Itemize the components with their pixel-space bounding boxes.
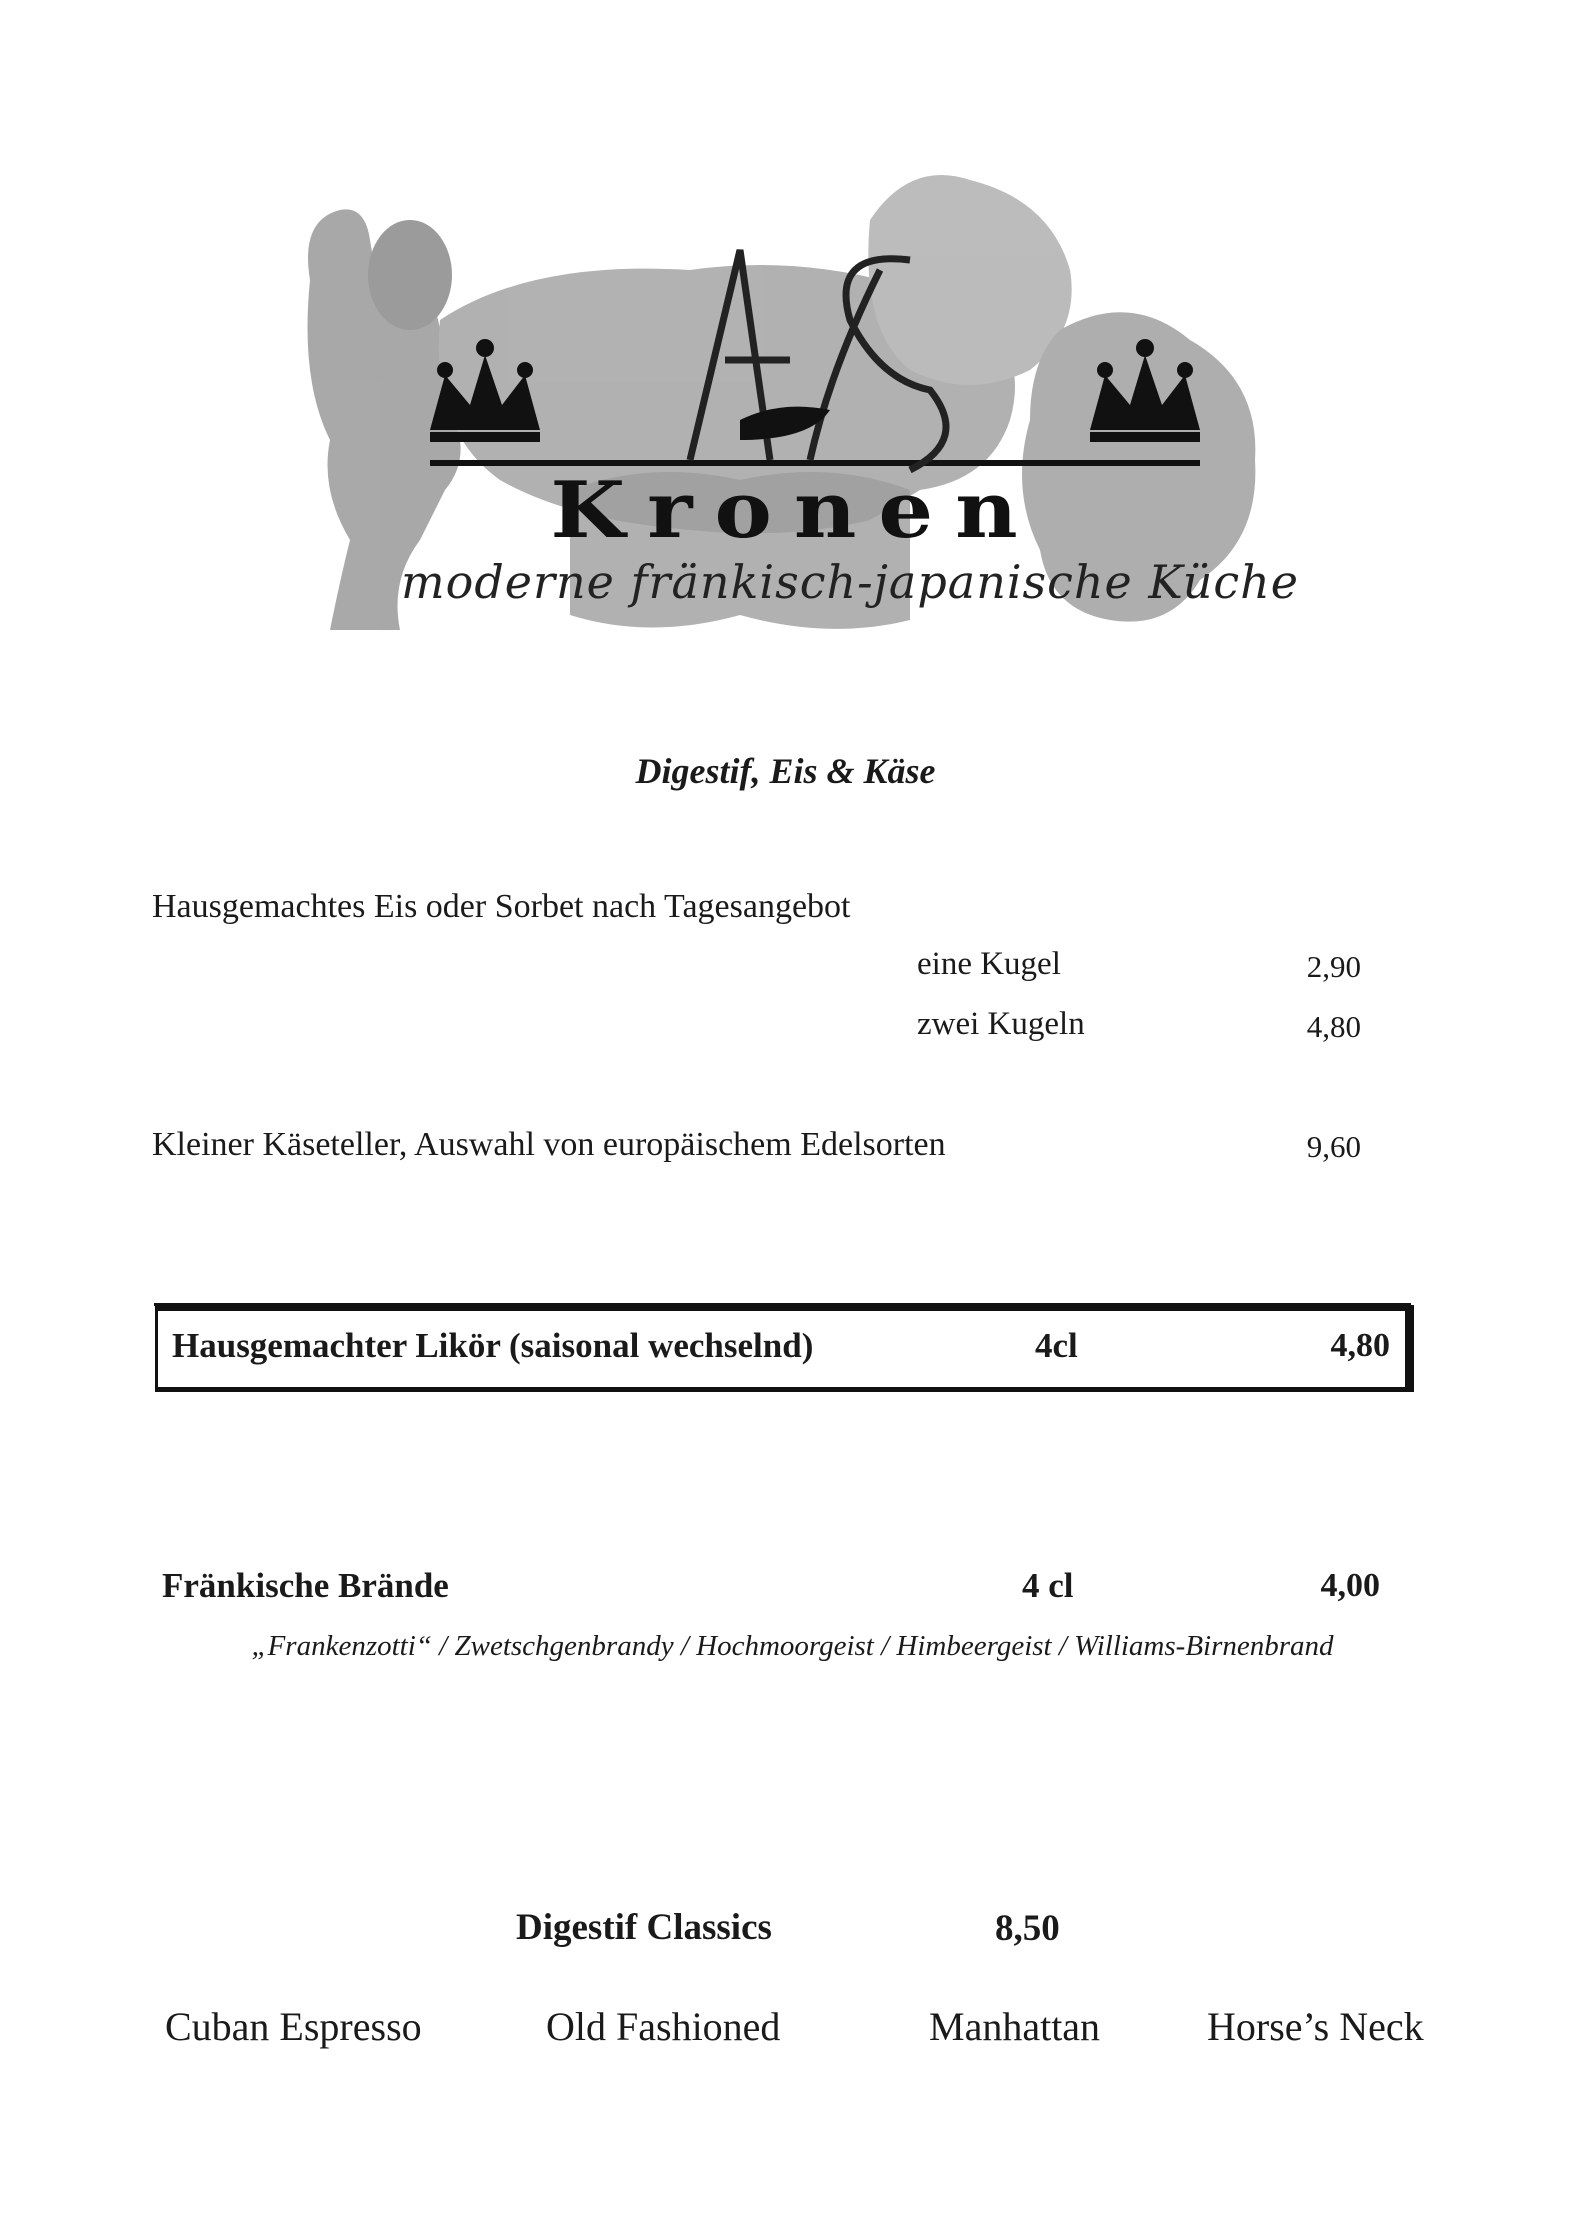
ice-cream-name: Hausgemachtes Eis oder Sorbet nach Tagesangebot xyxy=(152,888,851,925)
ice-option-price: 4,80 xyxy=(1306,1009,1361,1044)
section-title: Digestif, Eis & Käse xyxy=(635,751,936,791)
classic-item: Old Fashioned xyxy=(546,2004,781,2049)
liqueur-size: 4cl xyxy=(1035,1326,1078,1365)
liqueur-price: 4,80 xyxy=(1330,1327,1390,1364)
spirits-size: 4 cl xyxy=(1022,1566,1074,1605)
spirits-price: 4,00 xyxy=(1320,1567,1380,1604)
ice-option-label: zwei Kugeln xyxy=(917,1006,1085,1042)
logo-wordmark: Kronen xyxy=(550,465,1040,556)
classic-item: Horse’s Neck xyxy=(1207,2004,1424,2049)
ice-option-label: eine Kugel xyxy=(917,946,1061,982)
liqueur-name: Hausgemachter Likör (saisonal wechselnd) xyxy=(172,1326,814,1365)
classic-item: Manhattan xyxy=(929,2004,1101,2049)
restaurant-logo xyxy=(270,160,1350,670)
classic-item: Cuban Espresso xyxy=(165,2004,422,2049)
classics-title: Digestif Classics xyxy=(516,1907,772,1948)
spirits-name: Fränkische Brände xyxy=(162,1566,449,1605)
cheese-price: 9,60 xyxy=(1306,1129,1361,1164)
logo-tagline: moderne fränkisch-japanische Küche xyxy=(401,555,1299,609)
classics-price: 8,50 xyxy=(995,1908,1060,1949)
cheese-name: Kleiner Käseteller, Auswahl von europäischem Edelsorten xyxy=(152,1126,946,1163)
spirits-description: „Frankenzotti“ / Zwetschgenbrandy / Hochmoorgeist / Himbeergeist / Williams-Birnenbrand xyxy=(251,1630,1334,1662)
ice-option-price: 2,90 xyxy=(1306,949,1361,984)
